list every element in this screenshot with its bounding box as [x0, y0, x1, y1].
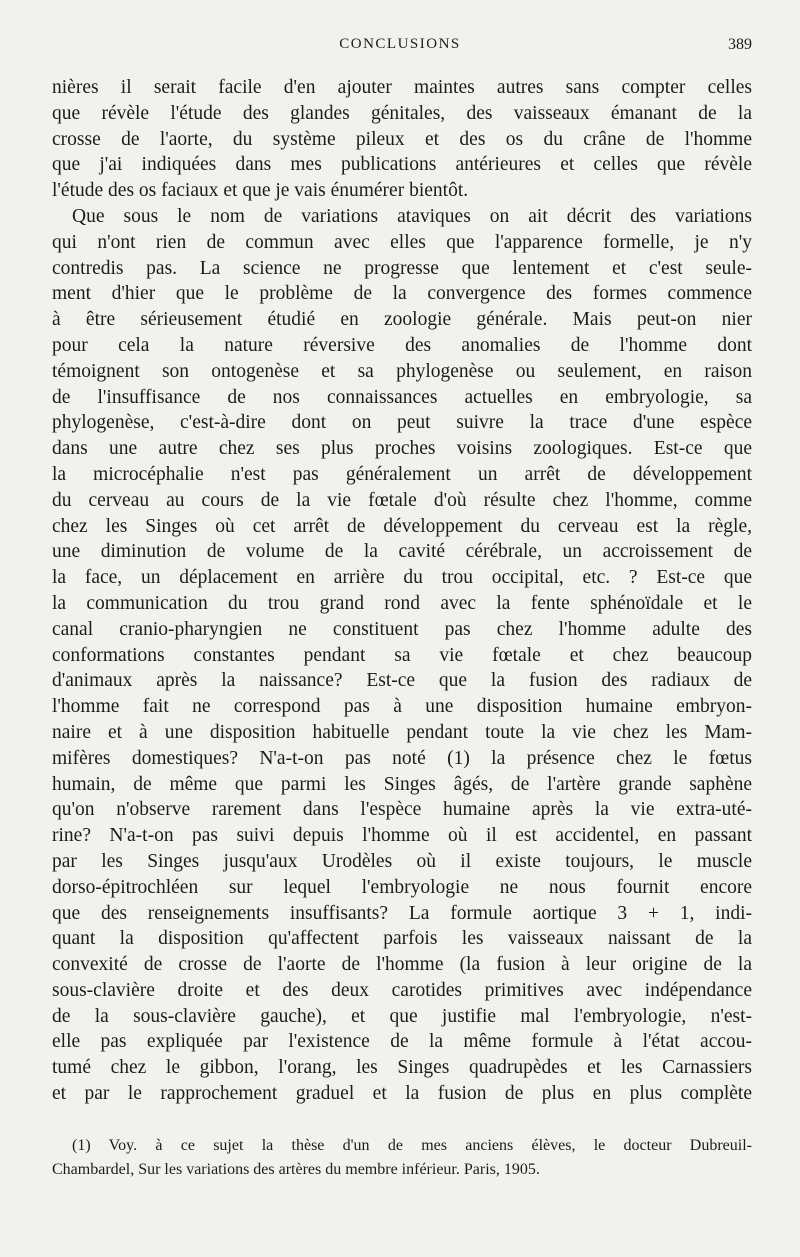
text-line: l'étude des os faciaux et que je vais énumérer bientôt.: [52, 180, 469, 202]
text-line: Que sous le nom de variations ataviques on ait décrit des variations: [72, 205, 752, 227]
text-line: de la sous-clavière gauche), et que justifie mal l'embryologie, n'est-: [52, 1005, 752, 1027]
footnote-line: Chambardel, Sur les variations des artères du membre inférieur. Paris, 1905.: [52, 1161, 540, 1178]
text-line: convexité de crosse de l'aorte de l'homme (la fusion à leur origine de la: [52, 954, 752, 976]
text-line: chez les Singes où cet arrêt de développement du cerveau est la règle,: [52, 515, 752, 537]
text-line: sous-clavière droite et des deux carotides primitives avec indépendance: [52, 979, 752, 1001]
text-line: phylogenèse, c'est-à-dire dont on peut suivre la trace d'une espèce: [52, 412, 752, 434]
running-title: CONCLUSIONS: [339, 36, 461, 52]
text-line: contredis pas. La science ne progresse que lentement et c'est seule-: [52, 257, 752, 279]
text-line: naire et à une disposition habituelle pendant toute la vie chez les Mam-: [52, 721, 752, 743]
text-line: qui n'ont rien de commun avec elles que l'apparence formelle, je n'y: [52, 231, 752, 253]
text-line: que j'ai indiquées dans mes publications antérieures et celles que révèle: [52, 154, 752, 176]
text-line: tumé chez le gibbon, l'orang, les Singes quadrupèdes et les Carnassiers: [52, 1057, 752, 1079]
text-line: d'animaux après la naissance? Est-ce que la fusion des radiaux de: [52, 670, 752, 692]
text-line: conformations constantes pendant sa vie fœtale et chez beaucoup: [52, 644, 752, 666]
text-line: la communication du trou grand rond avec la fente sphénoïdale et le: [52, 592, 752, 614]
text-line: mifères domestiques? N'a-t-on pas noté (1) la présence chez le fœtus: [52, 747, 752, 769]
text-line: crosse de l'aorte, du système pileux et des os du crâne de l'homme: [52, 128, 752, 150]
text-line: quant la disposition qu'affectent parfois les vaisseaux naissant de la: [52, 928, 752, 950]
text-line: rine? N'a-t-on pas suivi depuis l'homme où il est accidentel, en passant: [52, 825, 752, 847]
text-line: par les Singes jusqu'aux Urodèles où il existe toujours, le muscle: [52, 850, 752, 872]
text-line: témoignent son ontogenèse et sa phylogenèse ou seulement, en raison: [52, 360, 752, 382]
text-line: l'homme fait ne correspond pas à une disposition humaine embryon-: [52, 696, 752, 718]
page-number: 389: [728, 36, 752, 53]
text-line: canal cranio-pharyngien ne constituent pas chez l'homme adulte des: [52, 618, 752, 640]
text-line: du cerveau au cours de la vie fœtale d'où résulte chez l'homme, comme: [52, 489, 752, 511]
footnote-line: (1) Voy. à ce sujet la thèse d'un de mes anciens élèves, le docteur Dubreuil-: [72, 1137, 752, 1154]
text-line: ment d'hier que le problème de la convergence des formes commence: [52, 283, 752, 305]
text-line: la face, un déplacement en arrière du trou occipital, etc. ? Est-ce que: [52, 567, 752, 589]
text-line: et par le rapprochement graduel et la fusion de plus en plus complète: [52, 1083, 752, 1105]
text-line: la microcéphalie n'est pas généralement un arrêt de développement: [52, 463, 752, 485]
text-line: de l'insuffisance de nos connaissances actuelles en embryologie, sa: [52, 386, 752, 408]
text-line: dorso-épitrochléen sur lequel l'embryologie ne nous fournit encore: [52, 876, 752, 898]
text-line: nières il serait facile d'en ajouter maintes autres sans compter celles: [52, 77, 752, 98]
text-line: que révèle l'étude des glandes génitales, des vaisseaux émanant de la: [52, 102, 752, 124]
text-line: pour cela la nature réversive des anomalies de l'homme dont: [52, 334, 752, 356]
text-line: elle pas expliquée par l'existence de la même formule à l'état accou-: [52, 1031, 752, 1053]
text-line: que des renseignements insuffisants? La formule aortique 3 + 1, indi-: [52, 902, 752, 924]
body-text: [52, 75, 752, 1107]
text-line: dans une autre chez ses plus proches voisins zoologiques. Est-ce que: [52, 438, 752, 460]
text-line: une diminution de volume de la cavité cérébrale, un accroissement de: [52, 541, 752, 563]
text-line: à être sérieusement étudié en zoologie générale. Mais peut-on nier: [52, 309, 752, 331]
text-line: humain, de même que parmi les Singes âgés, de l'artère grande saphène: [52, 773, 752, 795]
footnote: [52, 1134, 752, 1182]
text-line: qu'on n'observe rarement dans l'espèce humaine après la vie extra-uté-: [52, 799, 752, 821]
